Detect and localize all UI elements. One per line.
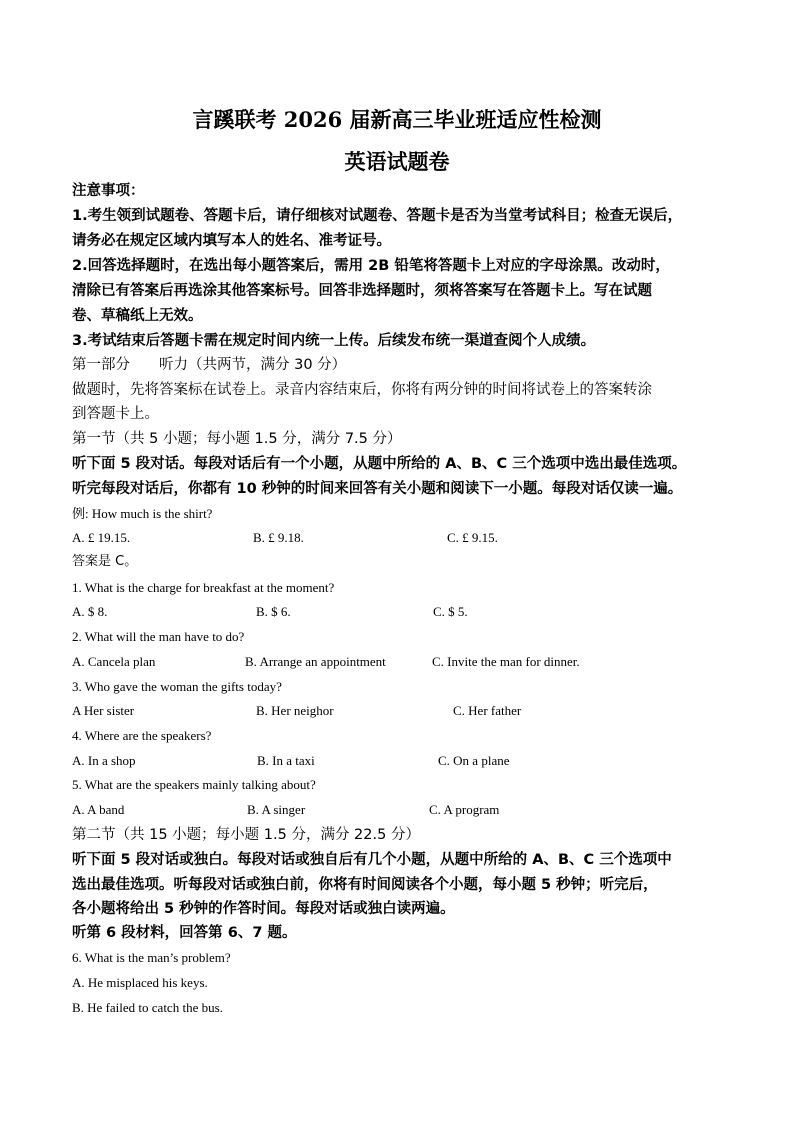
- example-option-b: B. £ 9.18.: [253, 530, 304, 545]
- section1-instruction-line-2: 听完每段对话后，你都有 10 秒钟的时间来回答有关小题和阅读下一小题。每段对话仅读一遍。: [72, 481, 683, 497]
- section2-heading: 第二节（共 15 小题；每小题 1.5 分，满分 22.5 分）: [72, 827, 420, 843]
- example-option-a: A. £ 19.15.: [72, 530, 131, 545]
- note-2-line-1: 2.回答选择题时，在选出每小题答案后，需用 2B 铅笔将答题卡上对应的字母涂黑。改动时，: [72, 258, 670, 274]
- example-question: 例: How much is the shirt?: [72, 506, 213, 521]
- question-2: 2. What will the man have to do?: [72, 629, 245, 644]
- part1-instruction-line-1: 做题时，先将答案标在试卷上。录音内容结束后，你将有两分钟的时间将试卷上的答案转涂: [72, 382, 652, 398]
- section2-material-note: 听第 6 段材料，回答第 6、7 题。: [72, 925, 297, 941]
- question-4-options: [72, 752, 732, 770]
- q3-option-b: B. Her neighor: [256, 703, 334, 718]
- q5-option-a: A. A band: [72, 802, 125, 817]
- part1-instruction-line-2: 到答题卡上。: [72, 406, 159, 422]
- question-6: 6. What is the man’s problem?: [72, 950, 231, 965]
- exam-title: 言蹊联考 2026 届新高三毕业班适应性检测: [192, 107, 602, 132]
- note-3-line-1: 3.考试结束后答题卡需在规定时间内统一上传。后续发布统一渠道查阅个人成绩。: [72, 333, 596, 349]
- question-2-options: [72, 653, 732, 671]
- q6-option-b: B. He failed to catch the bus.: [72, 1000, 223, 1015]
- note-1-line-1: 1.考生领到试题卷、答题卡后，请仔细核对试题卷、答题卡是否为当堂考试科目；检查无误后，: [72, 208, 683, 224]
- question-3-options: [72, 702, 732, 720]
- section2-instruction-line-3: 各小题将给出 5 秒钟的作答时间。每段对话或独白读两遍。: [72, 901, 455, 917]
- q3-option-a: A Her sister: [72, 703, 135, 718]
- question-3: 3. Who gave the woman the gifts today?: [72, 679, 282, 694]
- question-4: 4. Where are the speakers?: [72, 728, 212, 743]
- section2-instruction-line-1: 听下面 5 段对话或独白。每段对话或独自后有几个小题，从题中所给的 A、B、C 三个选项中: [72, 852, 672, 868]
- exam-subtitle: 英语试题卷: [344, 149, 450, 174]
- q2-option-b: B. Arrange an appointment: [245, 654, 386, 669]
- part1-heading: 第一部分 听力（共两节，满分 30 分）: [72, 357, 347, 373]
- q1-option-c: C. $ 5.: [433, 604, 468, 619]
- q3-option-c: C. Her father: [453, 703, 522, 718]
- note-1-line-2: 请务必在规定区域内填写本人的姓名、准考证号。: [72, 233, 391, 249]
- section1-heading: 第一节（共 5 小题；每小题 1.5 分，满分 7.5 分）: [72, 431, 402, 447]
- q5-option-b: B. A singer: [247, 802, 306, 817]
- question-1-options: [72, 603, 732, 621]
- q2-option-c: C. Invite the man for dinner.: [432, 654, 580, 669]
- q1-option-b: B. $ 6.: [256, 604, 291, 619]
- q6-option-a: A. He misplaced his keys.: [72, 975, 208, 990]
- example-answer: 答案是 C。: [72, 554, 138, 569]
- question-5: 5. What are the speakers mainly talking about?: [72, 777, 316, 792]
- note-2-line-3: 卷、草稿纸上无效。: [72, 308, 203, 324]
- example-option-c: C. £ 9.15.: [447, 530, 498, 545]
- example-options: [72, 529, 732, 547]
- q4-option-c: C. On a plane: [438, 753, 510, 768]
- section2-instruction-line-2: 选出最佳选项。听每段对话或独白前，你将有时间阅读各个小题，每小题 5 秒钟；听完后，: [72, 877, 658, 893]
- q4-option-b: B. In a taxi: [257, 753, 315, 768]
- q1-option-a: A. $ 8.: [72, 604, 108, 619]
- q5-option-c: C. A program: [429, 802, 500, 817]
- section1-instruction-line-1: 听下面 5 段对话。每段对话后有一个小题，从题中所给的 A、B、C 三个选项中选出最佳选项。: [72, 456, 687, 472]
- note-2-line-2: 清除已有答案后再选涂其他答案标号。回答非选择题时，须将答案写在答题卡上。写在试题: [72, 283, 652, 299]
- question-5-options: [72, 801, 732, 819]
- notes-heading: 注意事项：: [72, 183, 145, 199]
- q2-option-a: A. Cancela plan: [72, 654, 156, 669]
- question-1: 1. What is the charge for breakfast at the moment?: [72, 580, 335, 595]
- q4-option-a: A. In a shop: [72, 753, 136, 768]
